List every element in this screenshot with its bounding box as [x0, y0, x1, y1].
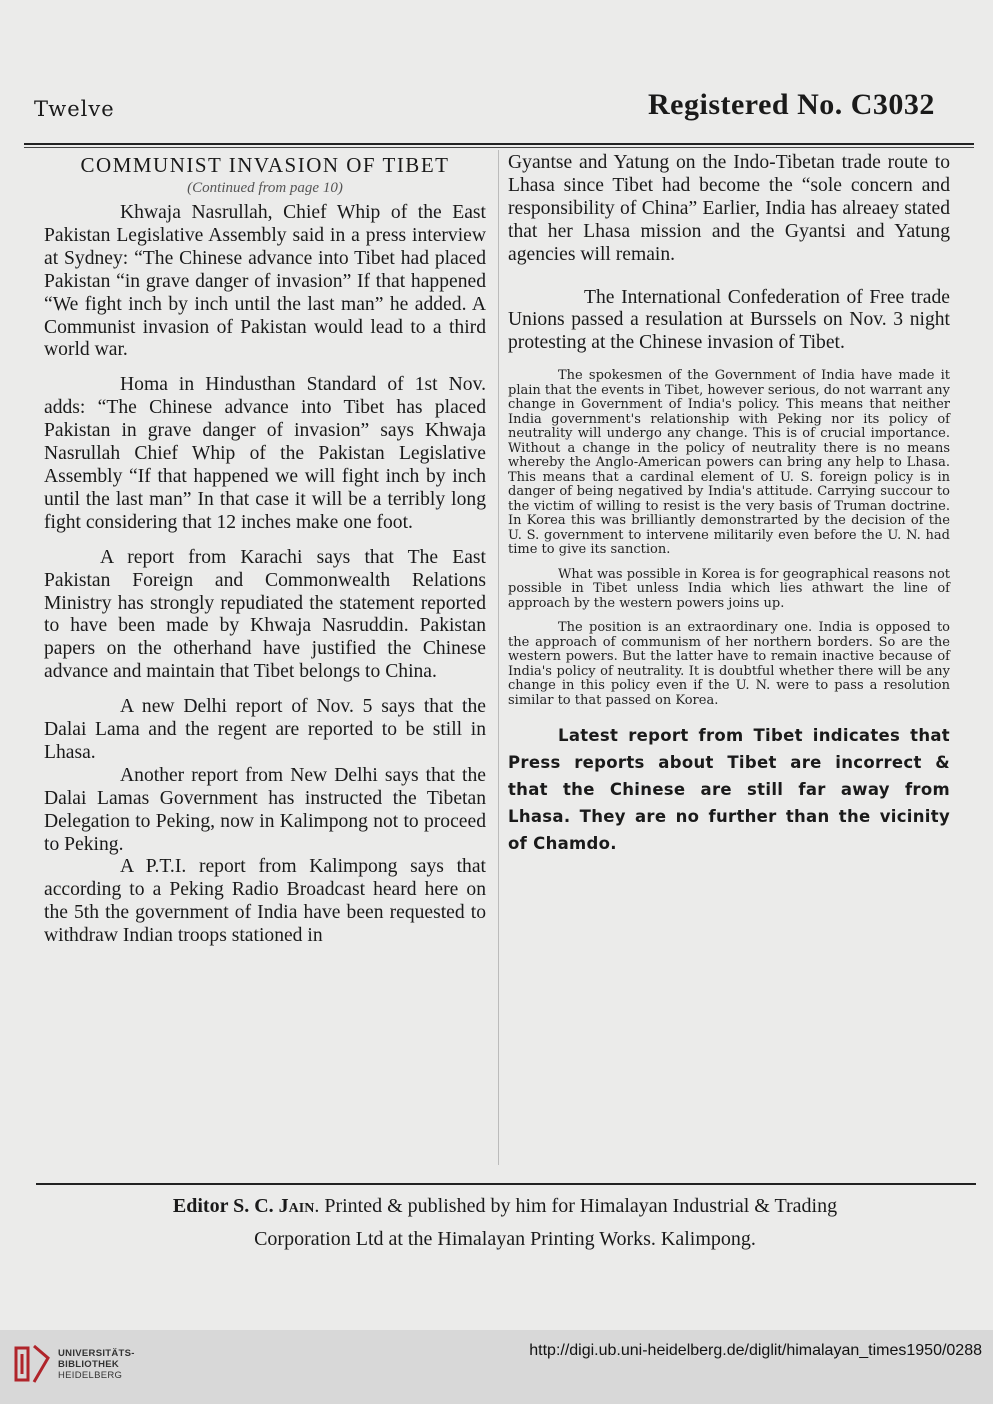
paragraph-hindusthan-standard: Homa in Hindusthan Standard of 1st Nov. adds: “The Chinese advance into Tibet has placed Pakistan in grave danger of invasion” says Khwaja Nasrullah Chief Whip of the Pakistan Legislative Assembly “If that happened we will fight inch by inch until the last man” In that case it will be a terribly long fight considering that 12 inches make one foot. [44, 374, 486, 533]
latest-report-note [508, 722, 950, 857]
paragraph-gyantse: Gyantse and Yatung on the Indo-Tibetan trade route to Lhasa since Tibet had become the “sole concern and responsibility of China” Earlier, India has alreaey stated that her Lhasa mission and the Gyantsi and Yatung agencies will remain. [508, 152, 950, 265]
paragraph-karachi-report: A report from Karachi says that The East Pakistan Foreign and Commonwealth Relations Ministry has strongly repudiated the statement reported to have been made by Khwaja Nasruddin. Pakistan papers on the otherhand have justified the Chinese advance and maintain that Tibet belongs to China. [44, 546, 486, 683]
footer-rule [36, 1183, 976, 1185]
small-paragraph-position: The position is an extraordinary one. India is opposed to the approach of communism of her northern borders. So are the western powers. But the latter have to remain inactive because of India's policy of neutrality. It is doubtful whether there will be any change in this policy even if the U. N. were to pass a resolution similar to that passed on Korea. [508, 620, 950, 708]
column-divider [498, 150, 499, 1165]
latest-report-text: Latest report from Tibet indicates that Press reports about Tibet are incorrect & that the Chinese are still far away from Lhasa. They are no further than the vicinity of Chamdo. [508, 726, 950, 854]
paragraph-delhi-report: A new Delhi report of Nov. 5 says that the Dalai Lama and the regent are reported to be still in Lhasa. [44, 696, 486, 763]
registration-number: Registered No. C3032 [648, 88, 935, 121]
imprint-line-1 [50, 1190, 960, 1223]
library-name [58, 1348, 135, 1381]
paragraph-trade-unions: The International Confederation of Free trade Unions passed a resulation at Burssels on Nov. 3 night protesting at the Chinese invasion of Tibet. [508, 286, 950, 354]
small-paragraph-korea: What was possible in Korea is for geographical reasons not possible in Tibet unless India which lies athwart the line of approach by the western powers joins up. [508, 566, 950, 611]
editor-label: Editor S. C. [172, 1195, 274, 1217]
imprint-line-1-rest: . Printed & published by him for Himalayan Industrial & Trading [314, 1195, 838, 1217]
continued-note: (Continued from page 10) [187, 180, 343, 196]
library-line-3: HEIDELBERG [58, 1370, 123, 1381]
paragraph-pti-report: A P.T.I. report from Kalimpong says that according to a Peking Radio Broadcast heard here on the 5th the government of India have been requested to withdraw Indian troops stationed in [44, 856, 486, 947]
editor-name: Jain [278, 1195, 315, 1217]
paragraph-dalai-lama-government: Another report from New Delhi says that the Dalai Lamas Government has instructed the Tibetan Delegation to Peking, now in Kalimpong not to proceed to Peking. [44, 764, 486, 855]
library-crest-icon [12, 1340, 52, 1388]
page-label: Twelve [34, 97, 115, 121]
header-rule-thin [24, 147, 974, 148]
small-paragraph-neutrality: The spokesmen of the Government of India have made it plain that the events in Tibet, however serious, do not warrant any change in Government of India's policy. This means that neither India government's relationship with Peking nor its policy of neutrality will undergo any change. This is of crucial importance. Without a change in the policy of neutrality there is no means whereby the Anglo-American powers can bring any help to Lhasa. This means that a cardinal element of U. S. foreign policy is in danger of being negatived by India's attitude. Carrying succour to the victim of willing to resist is the very basis of Truman doctrine. In Korea this was brilliantly demonstrarted by the decision of the U. S. government to intervene militarily even before the U. N. had time to give its sanction. [508, 368, 950, 558]
paragraph-nasrullah: Khwaja Nasrullah, Chief Whip of the East Pakistan Legislative Assembly said in a press interview at Sydney: “The Chinese advance into Tibet had placed Pakistan “in grave danger of invasion” If that happened “We fight inch by inch until the last man” he added. A Communist invasion of Pakistan would lead to a third world war. [44, 202, 486, 361]
imprint-line-2: Corporation Ltd at the Himalayan Printing Works. Kalimpong. [254, 1228, 756, 1250]
article-title: COMMUNIST INVASION OF TIBET [80, 153, 450, 177]
right-column [508, 152, 950, 857]
library-line-1: UNIVERSITÄTS- [58, 1348, 135, 1359]
header-rule [24, 143, 974, 145]
imprint-footer [50, 1190, 960, 1256]
source-url-link[interactable]: http://digi.ub.uni-heidelberg.de/diglit/himalayan_times1950/0288 [529, 1342, 982, 1359]
library-line-2: BIBLIOTHEK [58, 1359, 120, 1370]
left-column [44, 152, 486, 948]
